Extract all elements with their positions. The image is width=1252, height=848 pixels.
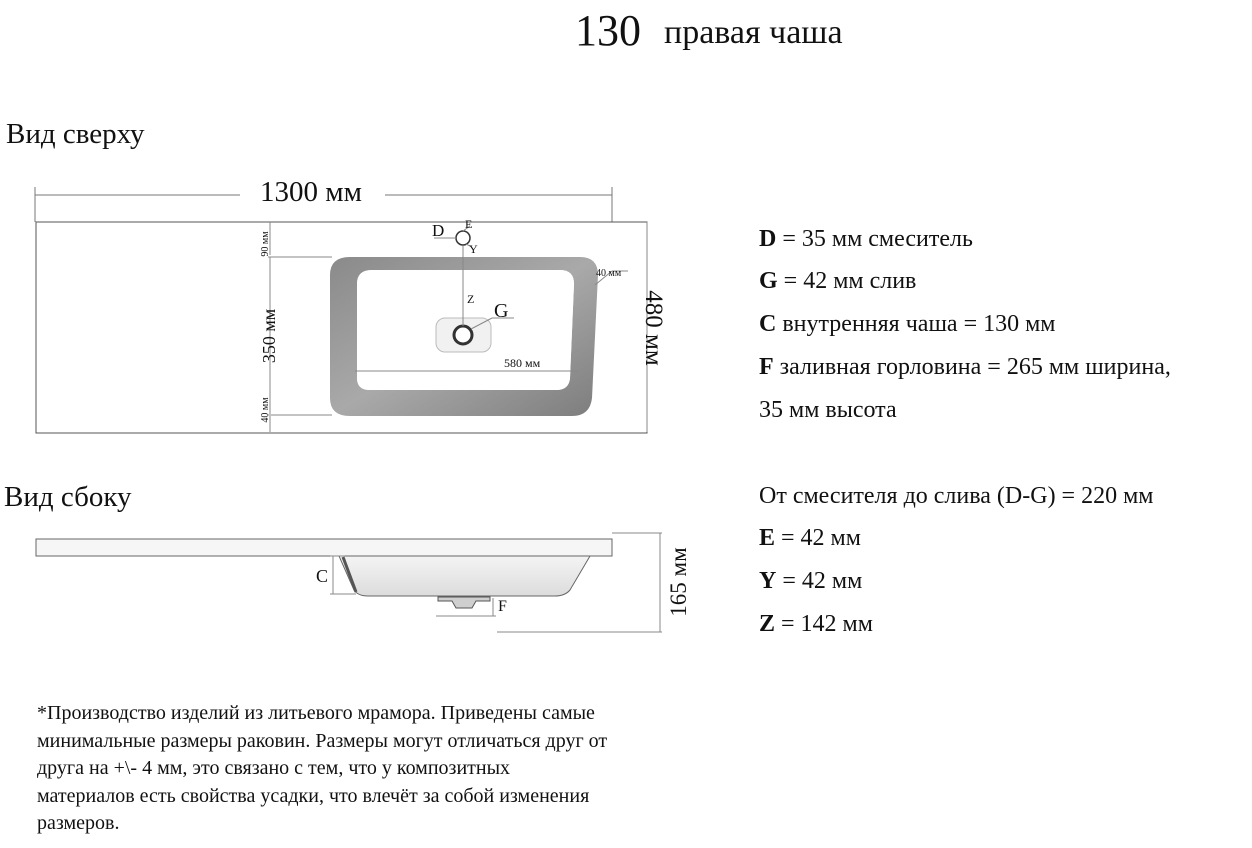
- spec-e: E = 42 мм: [759, 525, 861, 551]
- title-number: 130: [575, 6, 641, 55]
- spec-d-g-distance: От смесителя до слива (D-G) = 220 мм: [759, 483, 1154, 509]
- footnote-line: размеров.: [37, 812, 120, 834]
- spec-c: C внутренняя чаша = 130 мм: [759, 311, 1056, 337]
- height-label: 165 мм: [666, 547, 691, 617]
- depth-label: 480 мм: [640, 290, 667, 366]
- spec-f: F заливная горловина = 265 мм ширина,: [759, 354, 1171, 380]
- footnote-line: материалов есть свойства усадки, что влечёт за собой изменения: [37, 784, 590, 807]
- spec-f-height: 35 мм высота: [759, 397, 897, 423]
- side-view-heading: Вид сбоку: [4, 481, 132, 513]
- label-g: G: [494, 300, 509, 322]
- side-bowl: [339, 556, 590, 596]
- side-drain-nozzle: [438, 597, 490, 608]
- footnote: [37, 700, 607, 838]
- label-e: E: [465, 217, 473, 231]
- bowl-depth-label: 350 мм: [259, 308, 279, 364]
- bowl-width-label: 580 мм: [504, 356, 541, 370]
- label-c: C: [316, 566, 329, 586]
- drain-hole: [454, 326, 472, 344]
- label-f: F: [498, 598, 507, 615]
- footnote-line: минимальные размеры раковин. Размеры могут отличаться друг от: [37, 729, 608, 752]
- faucet-hole: [456, 231, 470, 245]
- footnote-line: друга на +\- 4 мм, это связано с тем, что у композитных: [37, 757, 511, 779]
- label-y: Y: [469, 242, 478, 256]
- edge-right-label: 40 мм: [596, 268, 622, 279]
- spec-y: Y = 42 мм: [759, 568, 863, 594]
- edge-top-label: 90 мм: [260, 231, 271, 257]
- spec-z: Z = 142 мм: [759, 611, 873, 637]
- side-countertop: [36, 539, 612, 556]
- spec-g: G = 42 мм слив: [759, 268, 917, 294]
- top-view-heading: Вид сверху: [6, 118, 145, 150]
- footnote-line: *Производство изделий из литьевого мрамора. Приведены самые: [37, 702, 595, 724]
- title-subtitle: правая чаша: [664, 14, 843, 51]
- width-label: 1300 мм: [260, 176, 362, 208]
- label-d: D: [432, 221, 445, 240]
- spec-d: D = 35 мм смеситель: [759, 226, 973, 252]
- label-z: Z: [467, 292, 475, 306]
- edge-bottom-label: 40 мм: [260, 397, 271, 423]
